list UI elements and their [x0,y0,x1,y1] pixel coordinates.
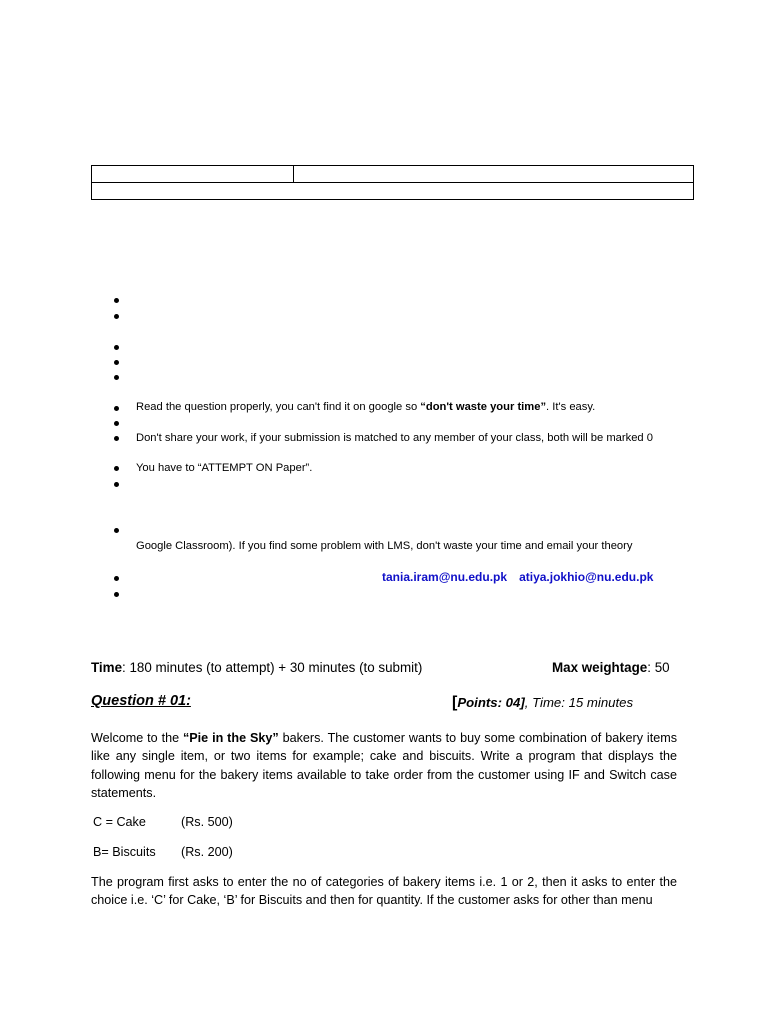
question-followup: The program first asks to enter the no of categories of bakery items i.e. 1 or 2, then it asks to enter the choice i.e. ‘C’ for Cake, ‘B’ for Biscuits and then for quantity. If the customer asks for other than menu [91,875,677,908]
instruction-attempt-paper: You have to “ATTEMPT ON Paper”. [136,462,313,474]
menu-price: (Rs. 200) [181,845,233,859]
max-weightage-value: : 50 [647,660,670,675]
instruction-dont-share: Don't share your work, if your submission is matched to any member of your class, both will be marked 0 [136,432,653,444]
menu-code: C = Cake [93,815,146,829]
time-value: : 180 minutes (to attempt) + 30 minutes (to submit) [122,660,423,675]
menu-item-cake [93,815,233,829]
exam-time [91,660,422,675]
time-label: Time [91,660,123,675]
menu-item-biscuits [93,845,233,859]
instruction-text: Read the question properly, you can't find it on google so [136,401,421,413]
header-table-cell [294,166,694,183]
question-intro [91,729,677,803]
contact-emails [382,570,653,584]
intro-text: Welcome to the [91,731,183,745]
exam-max-weightage [552,660,670,675]
email-link-tania[interactable]: tania.iram@nu.edu.pk [382,570,508,584]
instruction-text: . It's easy. [546,401,596,413]
max-weightage-label: Max weightage [552,660,648,675]
bakery-name: “Pie in the Sky” [182,731,279,745]
points-bracket: [ [452,694,458,711]
menu-code: B= Biscuits [93,845,156,859]
email-link-atiya[interactable]: atiya.jokhio@nu.edu.pk [519,570,654,584]
header-table-cell [92,166,294,183]
intro-text: bakers. The customer wants to buy some combination of bakery items like any single item, or two items for example; cake and biscuits. Write a program that displays the following menu for the bakery items available to take order from the customer using IF and Switch case statements. [91,731,677,801]
question-title: Question # 01: [91,693,191,709]
question-time: , Time: 15 minutes [524,695,634,710]
instruction-read-question [136,400,595,414]
instruction-classroom: Google Classroom). If you find some problem with LMS, don't waste your time and email your theory [136,540,633,552]
menu-price: (Rs. 500) [181,815,233,829]
header-table-row [92,183,694,200]
header-table [91,165,694,200]
instruction-emphasis: “don't waste your time” [420,401,547,413]
question-points [452,694,633,712]
points-value: Points: 04] [457,695,525,710]
header-table-row [92,166,694,183]
header-table-cell [92,183,694,200]
